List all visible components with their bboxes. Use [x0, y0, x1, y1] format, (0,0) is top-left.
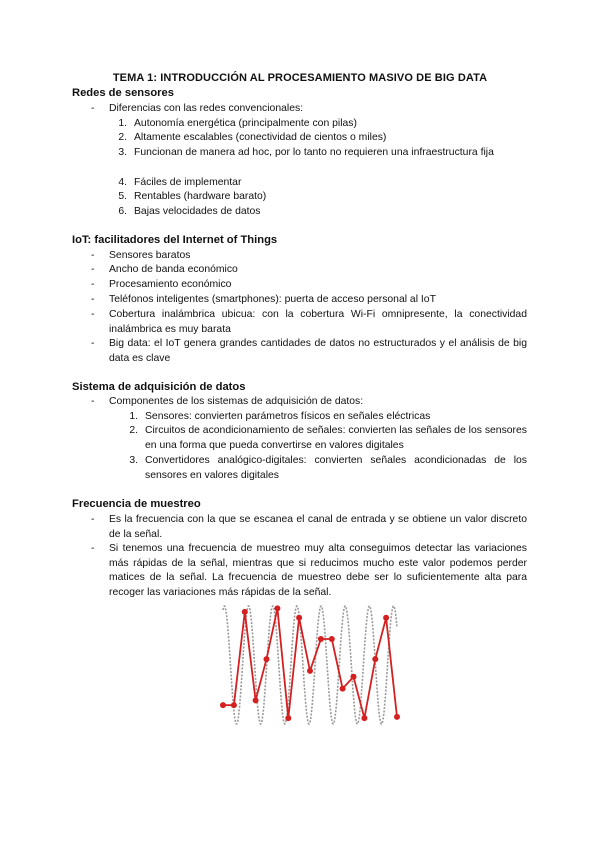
sample-point [274, 605, 280, 611]
sampling-figure-marks [220, 605, 400, 724]
sample-point [307, 668, 313, 674]
sample-point [253, 697, 259, 703]
section-heading-frecuencia-muestreo: Frecuencia de muestreo [72, 498, 201, 510]
sample-point [340, 686, 346, 692]
sample-point [394, 714, 400, 720]
analog-signal-line [223, 606, 397, 724]
sample-point [329, 636, 335, 642]
sample-point [296, 615, 302, 621]
section-heading-redes-de-sensores: Redes de sensores [72, 87, 174, 99]
sample-point [383, 615, 389, 621]
section-heading-sistema-adquisicion: Sistema de adquisición de datos [72, 381, 246, 393]
sample-point [361, 715, 367, 721]
sample-point [264, 656, 270, 662]
section-heading-iot: IoT: facilitadores del Internet of Things [72, 234, 278, 246]
sample-point [351, 674, 357, 680]
document-page: TEMA 1: INTRODUCCIÓN AL PROCESAMIENTO MASIVO DE BIG DATA Redes de sensores - Diferencias con las redes convencionales: 1. Autonomía energética (principalmente con pilas) 2. Altamente escalables (conectividad de cientos o miles) 3. Funcionan de manera ad hoc, por lo tanto no requieren una infraestructura fija 4. Fáciles de implementar 5. Rentables (hardware barato) 6. Bajas velocidades de datos IoT: facilitadores del Internet of Things - Sensores baratos - Ancho de banda económico - Procesamiento económico - Teléfonos inteligentes (smartphones): puerta de acceso personal al IoT - Cobertura inalámbrica ubicua: con la cobertura Wi-Fi omnipresente, la conectividad inalámbrica es muy barata - Big data: el IoT genera grandes cantidades de datos no estructurados y el análisis de big data es clave Sistema de adquisición de datos - Componentes de los sistemas de adquisición de datos: 1. Sensores: convierten parámetros físicos en señales eléctricas 2. Circuitos de acondicionamiento de señales: convierten las señales de los sensores en una forma que pueda convertirse en valores digitales 3. Convertidores analógico-digitales: convierten señales acondicionadas de los sensores en valores digitales Frecuencia de muestreo - Es la frecuencia con la que se escanea el canal de entrada y se obtiene un valor discreto de la señal. - Si tenemos una frecuencia de muestreo muy alta conseguimos detectar las variaciones más rápidas de la señal, mientras que si reducimos mucho este valor podemos perder matices de la señal. La frecuencia de muestreo debe ser lo suficientemente alta para recoger las variaciones más rápidas de la señal. [0, 0, 600, 848]
sample-point [372, 656, 378, 662]
document-title: TEMA 1: INTRODUCCIÓN AL PROCESAMIENTO MASIVO DE BIG DATA [112, 72, 488, 84]
sample-point [318, 636, 324, 642]
sample-point [242, 609, 248, 615]
sample-point [231, 702, 237, 708]
sample-point [285, 715, 291, 721]
sampled-signal-line [223, 608, 397, 718]
sampling-signal-figure [215, 600, 405, 730]
sample-point [220, 702, 226, 708]
